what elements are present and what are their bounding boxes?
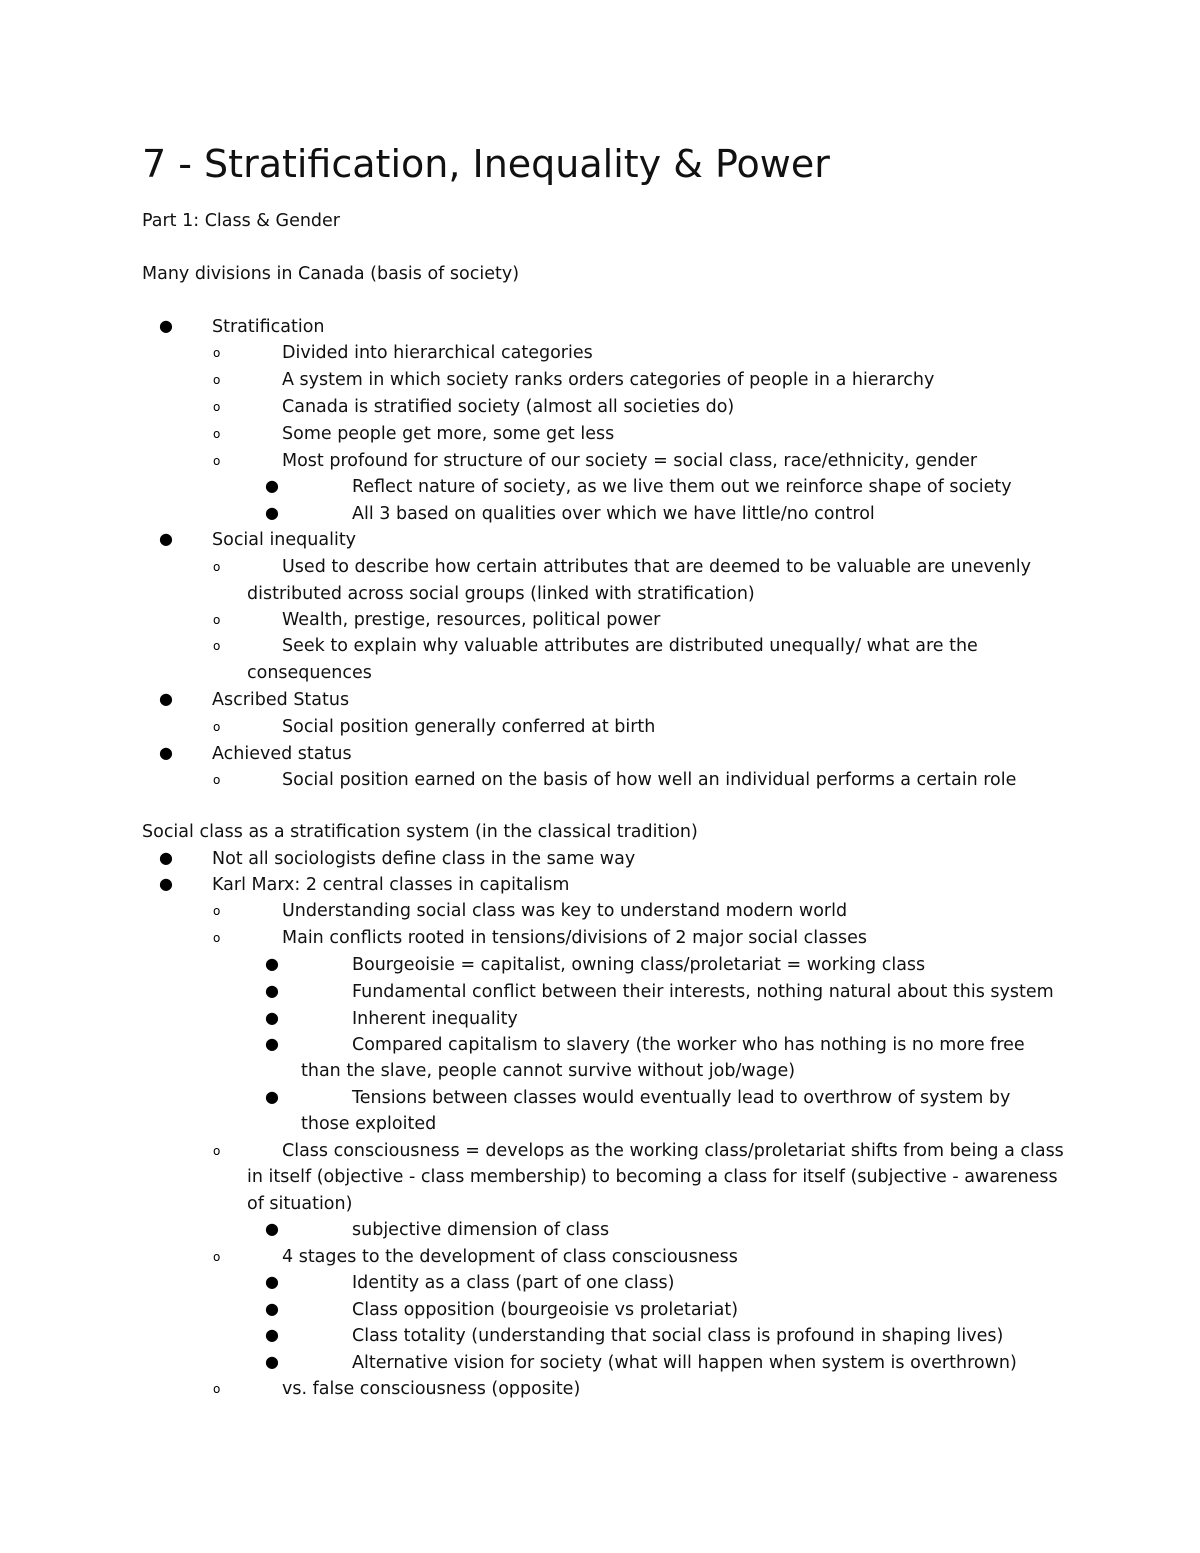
list-item: Wealth, prestige, resources, political power [282,610,661,630]
bullet-ring-icon: o [213,931,221,945]
list-item: Social position generally conferred at birth [282,717,656,737]
list-item-stratification: Stratification [212,317,325,337]
bullet-disc-icon: ● [159,316,173,335]
bullet-disc-icon: ● [265,1008,279,1027]
bullet-disc-icon: ● [159,529,173,548]
list-item: A system in which society ranks orders categories of people in a hierarchy [282,370,935,390]
bullet-disc-icon: ● [265,1087,279,1106]
list-item: Canada is stratified society (almost all societies do) [282,397,735,417]
bullet-disc-icon: ● [265,1219,279,1238]
list-item-continuation: in itself (objective - class membership) to becoming a class for itself (subjective - awareness [247,1167,1058,1187]
list-item-achieved-status: Achieved status [212,744,352,764]
list-item: Class totality (understanding that social class is profound in shaping lives) [352,1326,1004,1346]
list-item-continuation: of situation) [247,1194,353,1214]
bullet-disc-icon: ● [159,848,173,867]
list-item-continuation: those exploited [301,1114,437,1134]
list-item-karl-marx: Karl Marx: 2 central classes in capitalism [212,875,570,895]
bullet-ring-icon: o [213,613,221,627]
document-title: 7 - Stratification, Inequality & Power [142,142,830,186]
list-item: Identity as a class (part of one class) [352,1273,675,1293]
list-item-social-inequality: Social inequality [212,530,357,550]
list-item: Used to describe how certain attributes that are deemed to be valuable are unevenly [282,557,1031,577]
bullet-ring-icon: o [213,560,221,574]
bullet-disc-icon: ● [265,1272,279,1291]
bullet-disc-icon: ● [265,954,279,973]
bullet-ring-icon: o [213,346,221,360]
list-item-continuation: distributed across social groups (linked with stratification) [247,584,755,604]
list-item: Not all sociologists define class in the same way [212,849,636,869]
list-item: 4 stages to the development of class consciousness [282,1247,738,1267]
bullet-disc-icon: ● [159,743,173,762]
bullet-ring-icon: o [213,1144,221,1158]
bullet-disc-icon: ● [159,689,173,708]
bullet-disc-icon: ● [265,1299,279,1318]
bullet-disc-icon: ● [159,874,173,893]
list-item: Tensions between classes would eventually lead to overthrow of system by [352,1088,1011,1108]
list-item: Most profound for structure of our society = social class, race/ethnicity, gender [282,451,978,471]
bullet-ring-icon: o [213,427,221,441]
list-item: Compared capitalism to slavery (the worker who has nothing is no more free [352,1035,1025,1055]
bullet-ring-icon: o [213,773,221,787]
bullet-ring-icon: o [213,639,221,653]
bullet-disc-icon: ● [265,503,279,522]
section1-intro: Many divisions in Canada (basis of society) [142,264,520,284]
bullet-disc-icon: ● [265,1352,279,1371]
list-item-class-consciousness: Class consciousness = develops as the working class/proletariat shifts from being a class [282,1141,1064,1161]
list-item: vs. false consciousness (opposite) [282,1379,581,1399]
bullet-disc-icon: ● [265,476,279,495]
list-item: Understanding social class was key to understand modern world [282,901,848,921]
list-item: Some people get more, some get less [282,424,615,444]
list-item: Reflect nature of society, as we live them out we reinforce shape of society [352,477,1012,497]
bullet-disc-icon: ● [265,1034,279,1053]
bullet-ring-icon: o [213,400,221,414]
list-item: Class opposition (bourgeoisie vs proletariat) [352,1300,739,1320]
list-item-continuation: than the slave, people cannot survive without job/wage) [301,1061,796,1081]
list-item: Main conflicts rooted in tensions/divisions of 2 major social classes [282,928,868,948]
bullet-ring-icon: o [213,720,221,734]
list-item-continuation: consequences [247,663,372,683]
section2-intro: Social class as a stratification system (in the classical tradition) [142,822,698,842]
bullet-ring-icon: o [213,373,221,387]
list-item: Bourgeoisie = capitalist, owning class/proletariat = working class [352,955,926,975]
bullet-ring-icon: o [213,454,221,468]
list-item: Fundamental conflict between their interests, nothing natural about this system [352,982,1054,1002]
list-item-ascribed-status: Ascribed Status [212,690,350,710]
bullet-disc-icon: ● [265,1325,279,1344]
bullet-ring-icon: o [213,904,221,918]
list-item: Divided into hierarchical categories [282,343,593,363]
list-item: Inherent inequality [352,1009,518,1029]
bullet-ring-icon: o [213,1250,221,1264]
list-item: All 3 based on qualities over which we have little/no control [352,504,875,524]
bullet-disc-icon: ● [265,981,279,1000]
list-item: subjective dimension of class [352,1220,610,1240]
part-heading: Part 1: Class & Gender [142,211,341,231]
list-item: Alternative vision for society (what will happen when system is overthrown) [352,1353,1017,1373]
bullet-ring-icon: o [213,1382,221,1396]
list-item: Social position earned on the basis of how well an individual performs a certain role [282,770,1017,790]
list-item: Seek to explain why valuable attributes are distributed unequally/ what are the [282,636,978,656]
